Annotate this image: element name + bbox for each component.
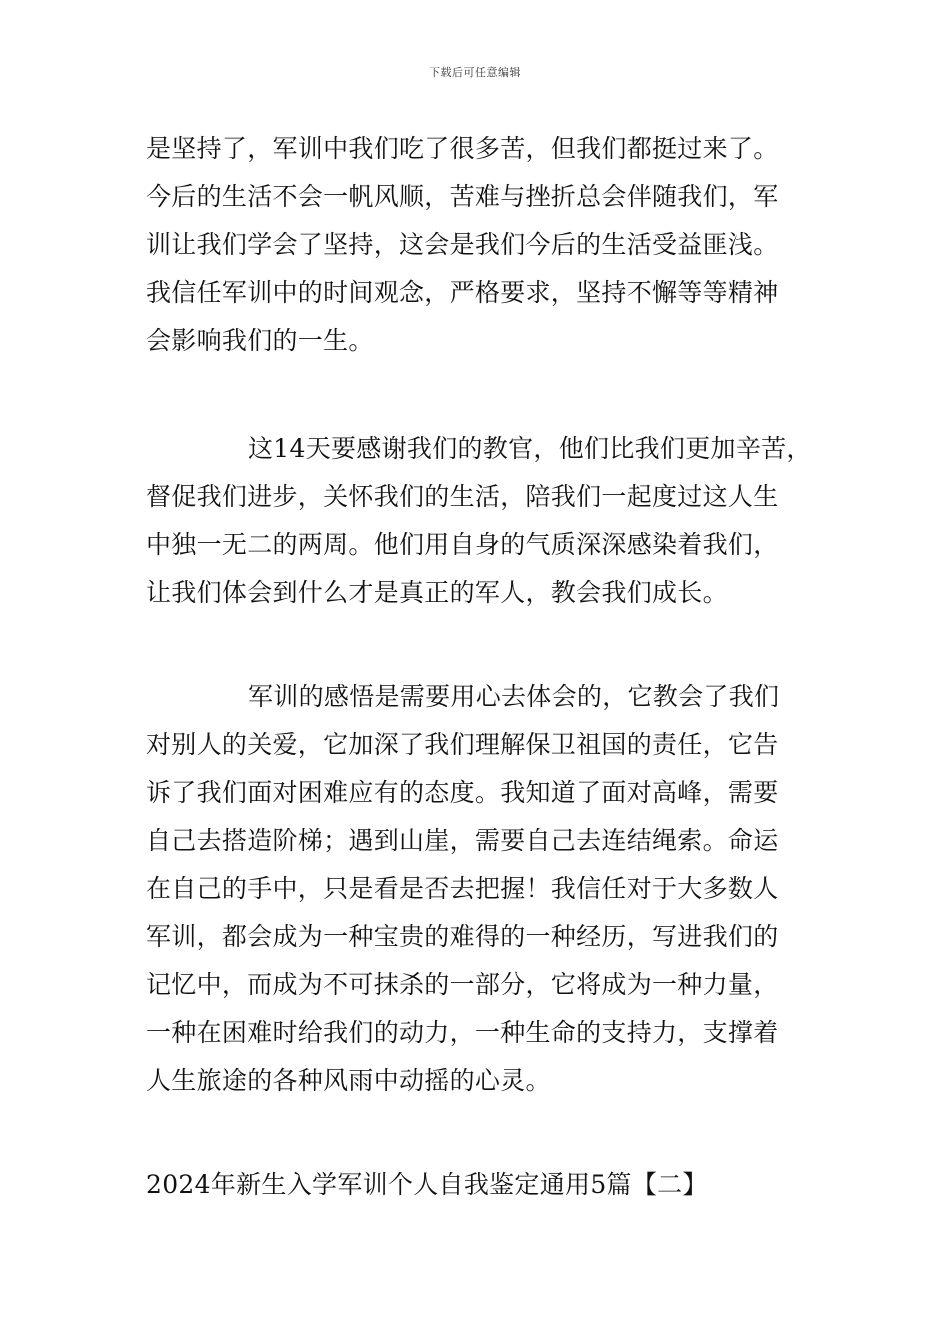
paragraph-2-line-1: 这14天要感谢我们的教官，他们比我们更加辛苦，: [248, 434, 812, 463]
paragraph-3-line-2: 对别人的关爱，它加深了我们理解保卫祖国的责任，它告: [146, 730, 779, 759]
paragraph-3-line-8: 一种在困难时给我们的动力，一种生命的支持力，支撑着: [146, 1018, 779, 1047]
page-header: 下载后可任意编辑: [429, 66, 521, 79]
paragraph-1-line-5: 会影响我们的一生。: [146, 326, 374, 355]
paragraph-3-line-6: 军训，都会成为一种宝贵的难得的一种经历，写进我们的: [146, 922, 779, 951]
paragraph-1-line-3: 训让我们学会了坚持，这会是我们今后的生活受益匪浅。: [146, 230, 779, 259]
paragraph-3-line-5: 在自己的手中，只是看是否去把握！我信任对于大多数人: [146, 874, 779, 903]
paragraph-3-line-7: 记忆中，而成为不可抹杀的一部分，它将成为一种力量，: [146, 970, 779, 999]
paragraph-1-line-2: 今后的生活不会一帆风顺，苦难与挫折总会伴随我们，军: [146, 182, 779, 211]
paragraph-2-line-3: 中独一无二的两周。他们用自身的气质深深感染着我们，: [146, 530, 779, 559]
paragraph-3-line-3: 诉了我们面对困难应有的态度。我知道了面对高峰，需要: [146, 778, 779, 807]
paragraph-2-line-4: 让我们体会到什么才是真正的军人，教会我们成长。: [146, 578, 728, 607]
paragraph-2-line-2: 督促我们进步，关怀我们的生活，陪我们一起度过这人生: [146, 482, 779, 511]
section-title: 2024年新生入学军训个人自我鉴定通用5篇【二】: [146, 1170, 708, 1199]
paragraph-1-line-4: 我信任军训中的时间观念，严格要求，坚持不懈等等精神: [146, 278, 779, 307]
paragraph-3-line-4: 自己去搭造阶梯；遇到山崖，需要自己去连结绳索。命运: [146, 826, 779, 855]
paragraph-1-line-1: 是坚持了，军训中我们吃了很多苦，但我们都挺过来了。: [146, 134, 779, 163]
paragraph-3-line-9: 人生旅途的各种风雨中动摇的心灵。: [146, 1066, 551, 1095]
paragraph-3-line-1: 军训的感悟是需要用心去体会的，它教会了我们: [248, 682, 780, 711]
